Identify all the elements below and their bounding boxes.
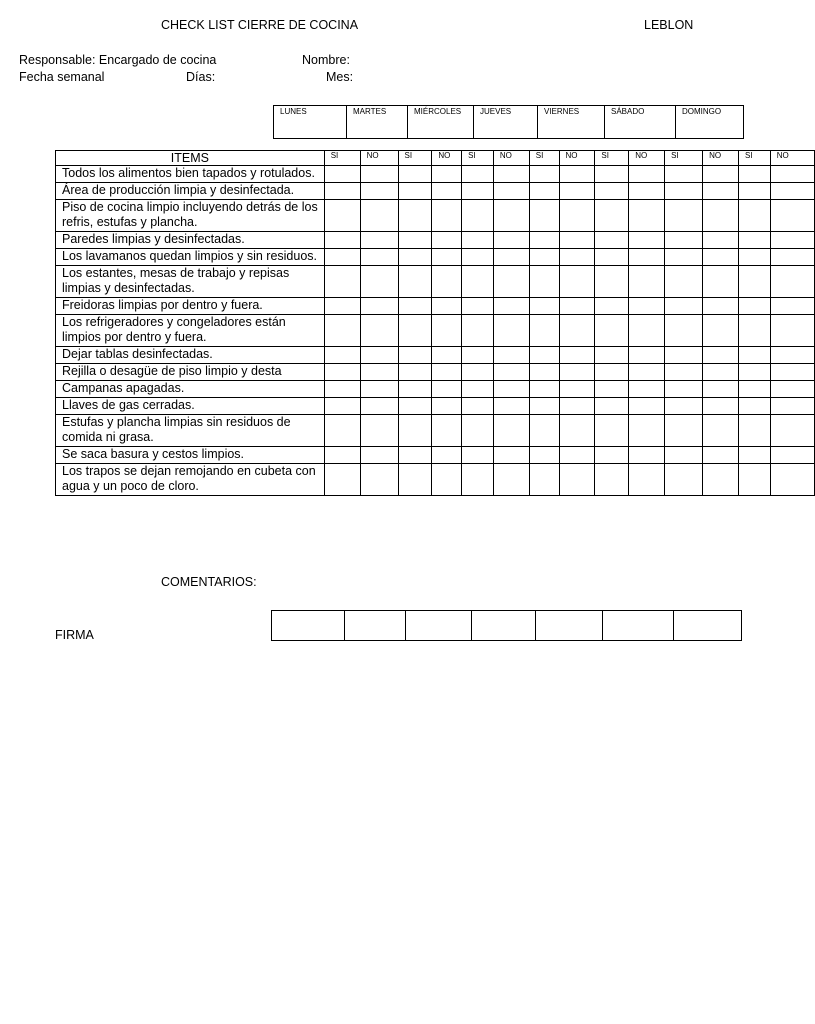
item-label: Estufas y plancha limpias sin residuos de comida ni grasa. bbox=[56, 415, 325, 447]
no-check-cell[interactable] bbox=[770, 232, 814, 249]
no-check-cell[interactable] bbox=[493, 381, 529, 398]
si-check-cell[interactable] bbox=[462, 381, 494, 398]
si-check-cell[interactable] bbox=[595, 232, 629, 249]
firma-cell[interactable] bbox=[603, 611, 674, 641]
si-check-cell[interactable] bbox=[462, 249, 494, 266]
day-cell-jueves: JUEVES bbox=[474, 106, 538, 139]
si-check-cell[interactable] bbox=[595, 464, 629, 496]
si-check-cell[interactable] bbox=[529, 381, 559, 398]
no-check-cell[interactable] bbox=[629, 166, 665, 183]
no-check-cell[interactable] bbox=[770, 249, 814, 266]
no-check-cell[interactable] bbox=[629, 315, 665, 347]
item-label: Los lavamanos quedan limpios y sin residuos. bbox=[56, 249, 325, 266]
table-row bbox=[56, 381, 815, 398]
no-check-cell[interactable] bbox=[770, 315, 814, 347]
no-check-cell[interactable] bbox=[432, 183, 462, 200]
si-check-cell[interactable] bbox=[529, 415, 559, 447]
si-check-cell[interactable] bbox=[324, 298, 360, 315]
si-header: SI bbox=[398, 151, 432, 166]
si-check-cell[interactable] bbox=[462, 315, 494, 347]
no-check-cell[interactable] bbox=[770, 447, 814, 464]
si-check-cell[interactable] bbox=[324, 415, 360, 447]
item-label: Se saca basura y cestos limpios. bbox=[56, 447, 325, 464]
si-check-cell[interactable] bbox=[529, 298, 559, 315]
si-check-cell[interactable] bbox=[324, 166, 360, 183]
no-check-cell[interactable] bbox=[703, 464, 739, 496]
no-check-cell[interactable] bbox=[493, 200, 529, 232]
si-check-cell[interactable] bbox=[398, 415, 432, 447]
checklist-table bbox=[55, 150, 815, 496]
table-row bbox=[56, 415, 815, 447]
no-check-cell[interactable] bbox=[629, 347, 665, 364]
no-check-cell[interactable] bbox=[432, 364, 462, 381]
dias-label: Días: bbox=[186, 70, 216, 84]
si-check-cell[interactable] bbox=[595, 315, 629, 347]
si-check-cell[interactable] bbox=[738, 415, 770, 447]
no-check-cell[interactable] bbox=[629, 266, 665, 298]
table-row bbox=[56, 266, 815, 298]
no-check-cell[interactable] bbox=[360, 298, 398, 315]
no-check-cell[interactable] bbox=[770, 200, 814, 232]
si-check-cell[interactable] bbox=[398, 249, 432, 266]
no-check-cell[interactable] bbox=[493, 249, 529, 266]
si-check-cell[interactable] bbox=[595, 347, 629, 364]
si-check-cell[interactable] bbox=[738, 364, 770, 381]
no-check-cell[interactable] bbox=[360, 166, 398, 183]
no-check-cell[interactable] bbox=[432, 166, 462, 183]
si-check-cell[interactable] bbox=[738, 398, 770, 415]
no-check-cell[interactable] bbox=[432, 298, 462, 315]
no-check-cell[interactable] bbox=[629, 447, 665, 464]
si-check-cell[interactable] bbox=[529, 166, 559, 183]
days-table bbox=[273, 105, 744, 139]
days-row bbox=[274, 106, 744, 139]
si-check-cell[interactable] bbox=[529, 249, 559, 266]
si-header: SI bbox=[529, 151, 559, 166]
no-header: NO bbox=[703, 151, 739, 166]
si-check-cell[interactable] bbox=[462, 415, 494, 447]
responsable-label: Responsable: Encargado de cocina bbox=[19, 53, 217, 67]
no-check-cell[interactable] bbox=[703, 447, 739, 464]
si-check-cell[interactable] bbox=[324, 364, 360, 381]
table-row bbox=[56, 464, 815, 496]
item-label: Área de producción limpia y desinfectada. bbox=[56, 183, 325, 200]
si-check-cell[interactable] bbox=[462, 347, 494, 364]
si-check-cell[interactable] bbox=[324, 347, 360, 364]
no-check-cell[interactable] bbox=[493, 464, 529, 496]
si-check-cell[interactable] bbox=[398, 183, 432, 200]
no-check-cell[interactable] bbox=[770, 415, 814, 447]
si-header: SI bbox=[462, 151, 494, 166]
no-check-cell[interactable] bbox=[559, 347, 595, 364]
no-check-cell[interactable] bbox=[493, 166, 529, 183]
document-title: CHECK LIST CIERRE DE COCINA bbox=[161, 18, 359, 32]
no-check-cell[interactable] bbox=[703, 315, 739, 347]
si-check-cell[interactable] bbox=[398, 464, 432, 496]
si-check-cell[interactable] bbox=[665, 398, 703, 415]
no-check-cell[interactable] bbox=[559, 398, 595, 415]
si-header: SI bbox=[324, 151, 360, 166]
no-check-cell[interactable] bbox=[432, 347, 462, 364]
no-check-cell[interactable] bbox=[559, 315, 595, 347]
si-check-cell[interactable] bbox=[462, 464, 494, 496]
table-row bbox=[56, 364, 815, 381]
no-check-cell[interactable] bbox=[432, 398, 462, 415]
no-check-cell[interactable] bbox=[360, 249, 398, 266]
item-label: Freidoras limpias por dentro y fuera. bbox=[56, 298, 325, 315]
items-header: ITEMS bbox=[56, 151, 325, 166]
si-check-cell[interactable] bbox=[462, 364, 494, 381]
si-check-cell[interactable] bbox=[665, 166, 703, 183]
si-check-cell[interactable] bbox=[398, 447, 432, 464]
no-check-cell[interactable] bbox=[629, 249, 665, 266]
no-check-cell[interactable] bbox=[493, 415, 529, 447]
table-row bbox=[56, 398, 815, 415]
no-check-cell[interactable] bbox=[360, 183, 398, 200]
si-check-cell[interactable] bbox=[398, 315, 432, 347]
no-check-cell[interactable] bbox=[559, 166, 595, 183]
no-check-cell[interactable] bbox=[629, 298, 665, 315]
si-check-cell[interactable] bbox=[462, 232, 494, 249]
si-check-cell[interactable] bbox=[398, 298, 432, 315]
table-row bbox=[56, 232, 815, 249]
no-check-cell[interactable] bbox=[559, 447, 595, 464]
no-check-cell[interactable] bbox=[703, 364, 739, 381]
firma-label: FIRMA bbox=[55, 628, 94, 642]
si-check-cell[interactable] bbox=[665, 266, 703, 298]
si-check-cell[interactable] bbox=[398, 398, 432, 415]
si-check-cell[interactable] bbox=[595, 364, 629, 381]
table-row bbox=[56, 200, 815, 232]
si-check-cell[interactable] bbox=[665, 464, 703, 496]
si-check-cell[interactable] bbox=[738, 298, 770, 315]
no-check-cell[interactable] bbox=[629, 398, 665, 415]
si-check-cell[interactable] bbox=[529, 447, 559, 464]
no-header: NO bbox=[493, 151, 529, 166]
si-check-cell[interactable] bbox=[462, 200, 494, 232]
day-cell-miercoles: MIÉRCOLES bbox=[408, 106, 474, 139]
si-check-cell[interactable] bbox=[738, 266, 770, 298]
no-check-cell[interactable] bbox=[770, 298, 814, 315]
no-check-cell[interactable] bbox=[629, 364, 665, 381]
no-check-cell[interactable] bbox=[770, 183, 814, 200]
si-check-cell[interactable] bbox=[738, 183, 770, 200]
firma-cell[interactable] bbox=[674, 611, 742, 641]
no-check-cell[interactable] bbox=[703, 249, 739, 266]
checklist-header-row bbox=[56, 151, 815, 166]
si-check-cell[interactable] bbox=[529, 364, 559, 381]
si-check-cell[interactable] bbox=[665, 249, 703, 266]
si-check-cell[interactable] bbox=[665, 200, 703, 232]
si-check-cell[interactable] bbox=[324, 249, 360, 266]
item-label: Rejilla o desagüe de piso limpio y desta bbox=[56, 364, 325, 381]
si-check-cell[interactable] bbox=[595, 398, 629, 415]
no-check-cell[interactable] bbox=[703, 166, 739, 183]
no-header: NO bbox=[559, 151, 595, 166]
si-check-cell[interactable] bbox=[738, 200, 770, 232]
si-check-cell[interactable] bbox=[398, 232, 432, 249]
si-check-cell[interactable] bbox=[595, 298, 629, 315]
si-check-cell[interactable] bbox=[738, 447, 770, 464]
item-label: Los estantes, mesas de trabajo y repisas limpias y desinfectadas. bbox=[56, 266, 325, 298]
day-cell-martes: MARTES bbox=[347, 106, 408, 139]
mes-label: Mes: bbox=[326, 70, 354, 84]
day-cell-domingo: DOMINGO bbox=[676, 106, 744, 139]
si-check-cell[interactable] bbox=[665, 381, 703, 398]
si-check-cell[interactable] bbox=[398, 166, 432, 183]
firma-cell[interactable] bbox=[345, 611, 406, 641]
no-check-cell[interactable] bbox=[629, 183, 665, 200]
location-label: LEBLON bbox=[644, 18, 694, 32]
si-check-cell[interactable] bbox=[324, 266, 360, 298]
si-check-cell[interactable] bbox=[738, 464, 770, 496]
si-header: SI bbox=[665, 151, 703, 166]
no-check-cell[interactable] bbox=[559, 381, 595, 398]
si-check-cell[interactable] bbox=[738, 381, 770, 398]
no-header: NO bbox=[770, 151, 814, 166]
si-check-cell[interactable] bbox=[738, 347, 770, 364]
no-check-cell[interactable] bbox=[559, 364, 595, 381]
no-check-cell[interactable] bbox=[493, 232, 529, 249]
no-check-cell[interactable] bbox=[432, 232, 462, 249]
si-check-cell[interactable] bbox=[595, 447, 629, 464]
si-check-cell[interactable] bbox=[665, 315, 703, 347]
no-check-cell[interactable] bbox=[770, 381, 814, 398]
si-check-cell[interactable] bbox=[529, 347, 559, 364]
no-check-cell[interactable] bbox=[493, 298, 529, 315]
si-check-cell[interactable] bbox=[738, 249, 770, 266]
no-check-cell[interactable] bbox=[559, 183, 595, 200]
nombre-label: Nombre: bbox=[302, 53, 350, 67]
firma-cell[interactable] bbox=[472, 611, 536, 641]
si-check-cell[interactable] bbox=[529, 183, 559, 200]
no-check-cell[interactable] bbox=[703, 183, 739, 200]
no-check-cell[interactable] bbox=[432, 381, 462, 398]
si-check-cell[interactable] bbox=[324, 200, 360, 232]
no-check-cell[interactable] bbox=[360, 447, 398, 464]
no-check-cell[interactable] bbox=[770, 398, 814, 415]
si-check-cell[interactable] bbox=[324, 315, 360, 347]
si-check-cell[interactable] bbox=[462, 298, 494, 315]
no-check-cell[interactable] bbox=[629, 232, 665, 249]
si-check-cell[interactable] bbox=[324, 447, 360, 464]
no-check-cell[interactable] bbox=[432, 315, 462, 347]
no-header: NO bbox=[432, 151, 462, 166]
item-label: Piso de cocina limpio incluyendo detrás de los refris, estufas y plancha. bbox=[56, 200, 325, 232]
si-check-cell[interactable] bbox=[529, 398, 559, 415]
si-check-cell[interactable] bbox=[324, 464, 360, 496]
no-check-cell[interactable] bbox=[559, 415, 595, 447]
no-check-cell[interactable] bbox=[559, 266, 595, 298]
si-check-cell[interactable] bbox=[529, 464, 559, 496]
si-check-cell[interactable] bbox=[665, 298, 703, 315]
no-check-cell[interactable] bbox=[493, 364, 529, 381]
no-check-cell[interactable] bbox=[360, 347, 398, 364]
si-check-cell[interactable] bbox=[595, 381, 629, 398]
item-label: Paredes limpias y desinfectadas. bbox=[56, 232, 325, 249]
si-check-cell[interactable] bbox=[324, 381, 360, 398]
no-check-cell[interactable] bbox=[360, 398, 398, 415]
no-check-cell[interactable] bbox=[703, 200, 739, 232]
checklist-body bbox=[56, 166, 815, 496]
no-check-cell[interactable] bbox=[629, 381, 665, 398]
firma-cell[interactable] bbox=[272, 611, 345, 641]
no-check-cell[interactable] bbox=[360, 232, 398, 249]
no-check-cell[interactable] bbox=[360, 415, 398, 447]
item-label: Campanas apagadas. bbox=[56, 381, 325, 398]
fecha-semanal-label: Fecha semanal bbox=[19, 70, 105, 84]
no-check-cell[interactable] bbox=[432, 464, 462, 496]
no-check-cell[interactable] bbox=[703, 298, 739, 315]
no-check-cell[interactable] bbox=[493, 183, 529, 200]
si-check-cell[interactable] bbox=[324, 183, 360, 200]
si-check-cell[interactable] bbox=[665, 347, 703, 364]
si-check-cell[interactable] bbox=[665, 447, 703, 464]
no-check-cell[interactable] bbox=[703, 232, 739, 249]
no-check-cell[interactable] bbox=[493, 315, 529, 347]
no-check-cell[interactable] bbox=[559, 464, 595, 496]
no-check-cell[interactable] bbox=[770, 464, 814, 496]
si-check-cell[interactable] bbox=[595, 183, 629, 200]
day-cell-viernes: VIERNES bbox=[538, 106, 605, 139]
si-check-cell[interactable] bbox=[595, 266, 629, 298]
si-check-cell[interactable] bbox=[529, 232, 559, 249]
si-check-cell[interactable] bbox=[665, 232, 703, 249]
no-check-cell[interactable] bbox=[629, 464, 665, 496]
si-check-cell[interactable] bbox=[665, 183, 703, 200]
table-row bbox=[56, 347, 815, 364]
no-check-cell[interactable] bbox=[629, 200, 665, 232]
no-check-cell[interactable] bbox=[493, 266, 529, 298]
si-check-cell[interactable] bbox=[462, 447, 494, 464]
si-header: SI bbox=[595, 151, 629, 166]
si-check-cell[interactable] bbox=[462, 166, 494, 183]
si-check-cell[interactable] bbox=[324, 232, 360, 249]
no-header: NO bbox=[360, 151, 398, 166]
si-check-cell[interactable] bbox=[398, 364, 432, 381]
no-check-cell[interactable] bbox=[770, 347, 814, 364]
no-check-cell[interactable] bbox=[703, 398, 739, 415]
si-check-cell[interactable] bbox=[595, 166, 629, 183]
table-row bbox=[56, 315, 815, 347]
si-check-cell[interactable] bbox=[738, 232, 770, 249]
no-check-cell[interactable] bbox=[703, 381, 739, 398]
si-check-cell[interactable] bbox=[324, 398, 360, 415]
no-check-cell[interactable] bbox=[559, 232, 595, 249]
si-header: SI bbox=[738, 151, 770, 166]
si-check-cell[interactable] bbox=[595, 249, 629, 266]
si-check-cell[interactable] bbox=[529, 266, 559, 298]
no-check-cell[interactable] bbox=[360, 200, 398, 232]
no-check-cell[interactable] bbox=[493, 447, 529, 464]
no-check-cell[interactable] bbox=[559, 298, 595, 315]
no-check-cell[interactable] bbox=[559, 249, 595, 266]
no-check-cell[interactable] bbox=[770, 364, 814, 381]
si-check-cell[interactable] bbox=[595, 200, 629, 232]
table-row bbox=[56, 298, 815, 315]
day-cell-sabado: SÁBADO bbox=[605, 106, 676, 139]
no-check-cell[interactable] bbox=[559, 200, 595, 232]
no-check-cell[interactable] bbox=[770, 166, 814, 183]
table-row bbox=[56, 183, 815, 200]
si-check-cell[interactable] bbox=[398, 200, 432, 232]
no-check-cell[interactable] bbox=[703, 266, 739, 298]
no-check-cell[interactable] bbox=[360, 464, 398, 496]
no-header: NO bbox=[629, 151, 665, 166]
si-check-cell[interactable] bbox=[462, 398, 494, 415]
item-label: Llaves de gas cerradas. bbox=[56, 398, 325, 415]
firma-cell[interactable] bbox=[406, 611, 472, 641]
firma-cell[interactable] bbox=[536, 611, 603, 641]
no-check-cell[interactable] bbox=[432, 447, 462, 464]
table-row bbox=[56, 447, 815, 464]
si-check-cell[interactable] bbox=[398, 381, 432, 398]
comentarios-label: COMENTARIOS: bbox=[161, 575, 257, 589]
si-check-cell[interactable] bbox=[462, 266, 494, 298]
no-check-cell[interactable] bbox=[703, 347, 739, 364]
table-row bbox=[56, 249, 815, 266]
no-check-cell[interactable] bbox=[360, 364, 398, 381]
item-label: Los trapos se dejan remojando en cubeta con agua y un poco de cloro. bbox=[56, 464, 325, 496]
no-check-cell[interactable] bbox=[629, 415, 665, 447]
si-check-cell[interactable] bbox=[398, 266, 432, 298]
day-cell-lunes: LUNES bbox=[274, 106, 347, 139]
no-check-cell[interactable] bbox=[360, 266, 398, 298]
firma-table bbox=[271, 610, 742, 641]
no-check-cell[interactable] bbox=[432, 266, 462, 298]
si-check-cell[interactable] bbox=[665, 415, 703, 447]
si-check-cell[interactable] bbox=[529, 200, 559, 232]
si-check-cell[interactable] bbox=[665, 364, 703, 381]
item-label: Dejar tablas desinfectadas. bbox=[56, 347, 325, 364]
no-check-cell[interactable] bbox=[432, 415, 462, 447]
si-check-cell[interactable] bbox=[529, 315, 559, 347]
no-check-cell[interactable] bbox=[493, 398, 529, 415]
no-check-cell[interactable] bbox=[432, 200, 462, 232]
no-check-cell[interactable] bbox=[360, 315, 398, 347]
item-label: Todos los alimentos bien tapados y rotulados. bbox=[56, 166, 325, 183]
item-label: Los refrigeradores y congeladores están limpios por dentro y fuera. bbox=[56, 315, 325, 347]
si-check-cell[interactable] bbox=[595, 415, 629, 447]
firma-row bbox=[272, 611, 742, 641]
si-check-cell[interactable] bbox=[462, 183, 494, 200]
no-check-cell[interactable] bbox=[432, 249, 462, 266]
no-check-cell[interactable] bbox=[703, 415, 739, 447]
si-check-cell[interactable] bbox=[738, 166, 770, 183]
si-check-cell[interactable] bbox=[738, 315, 770, 347]
no-check-cell[interactable] bbox=[360, 381, 398, 398]
no-check-cell[interactable] bbox=[493, 347, 529, 364]
no-check-cell[interactable] bbox=[770, 266, 814, 298]
si-check-cell[interactable] bbox=[398, 347, 432, 364]
table-row bbox=[56, 166, 815, 183]
